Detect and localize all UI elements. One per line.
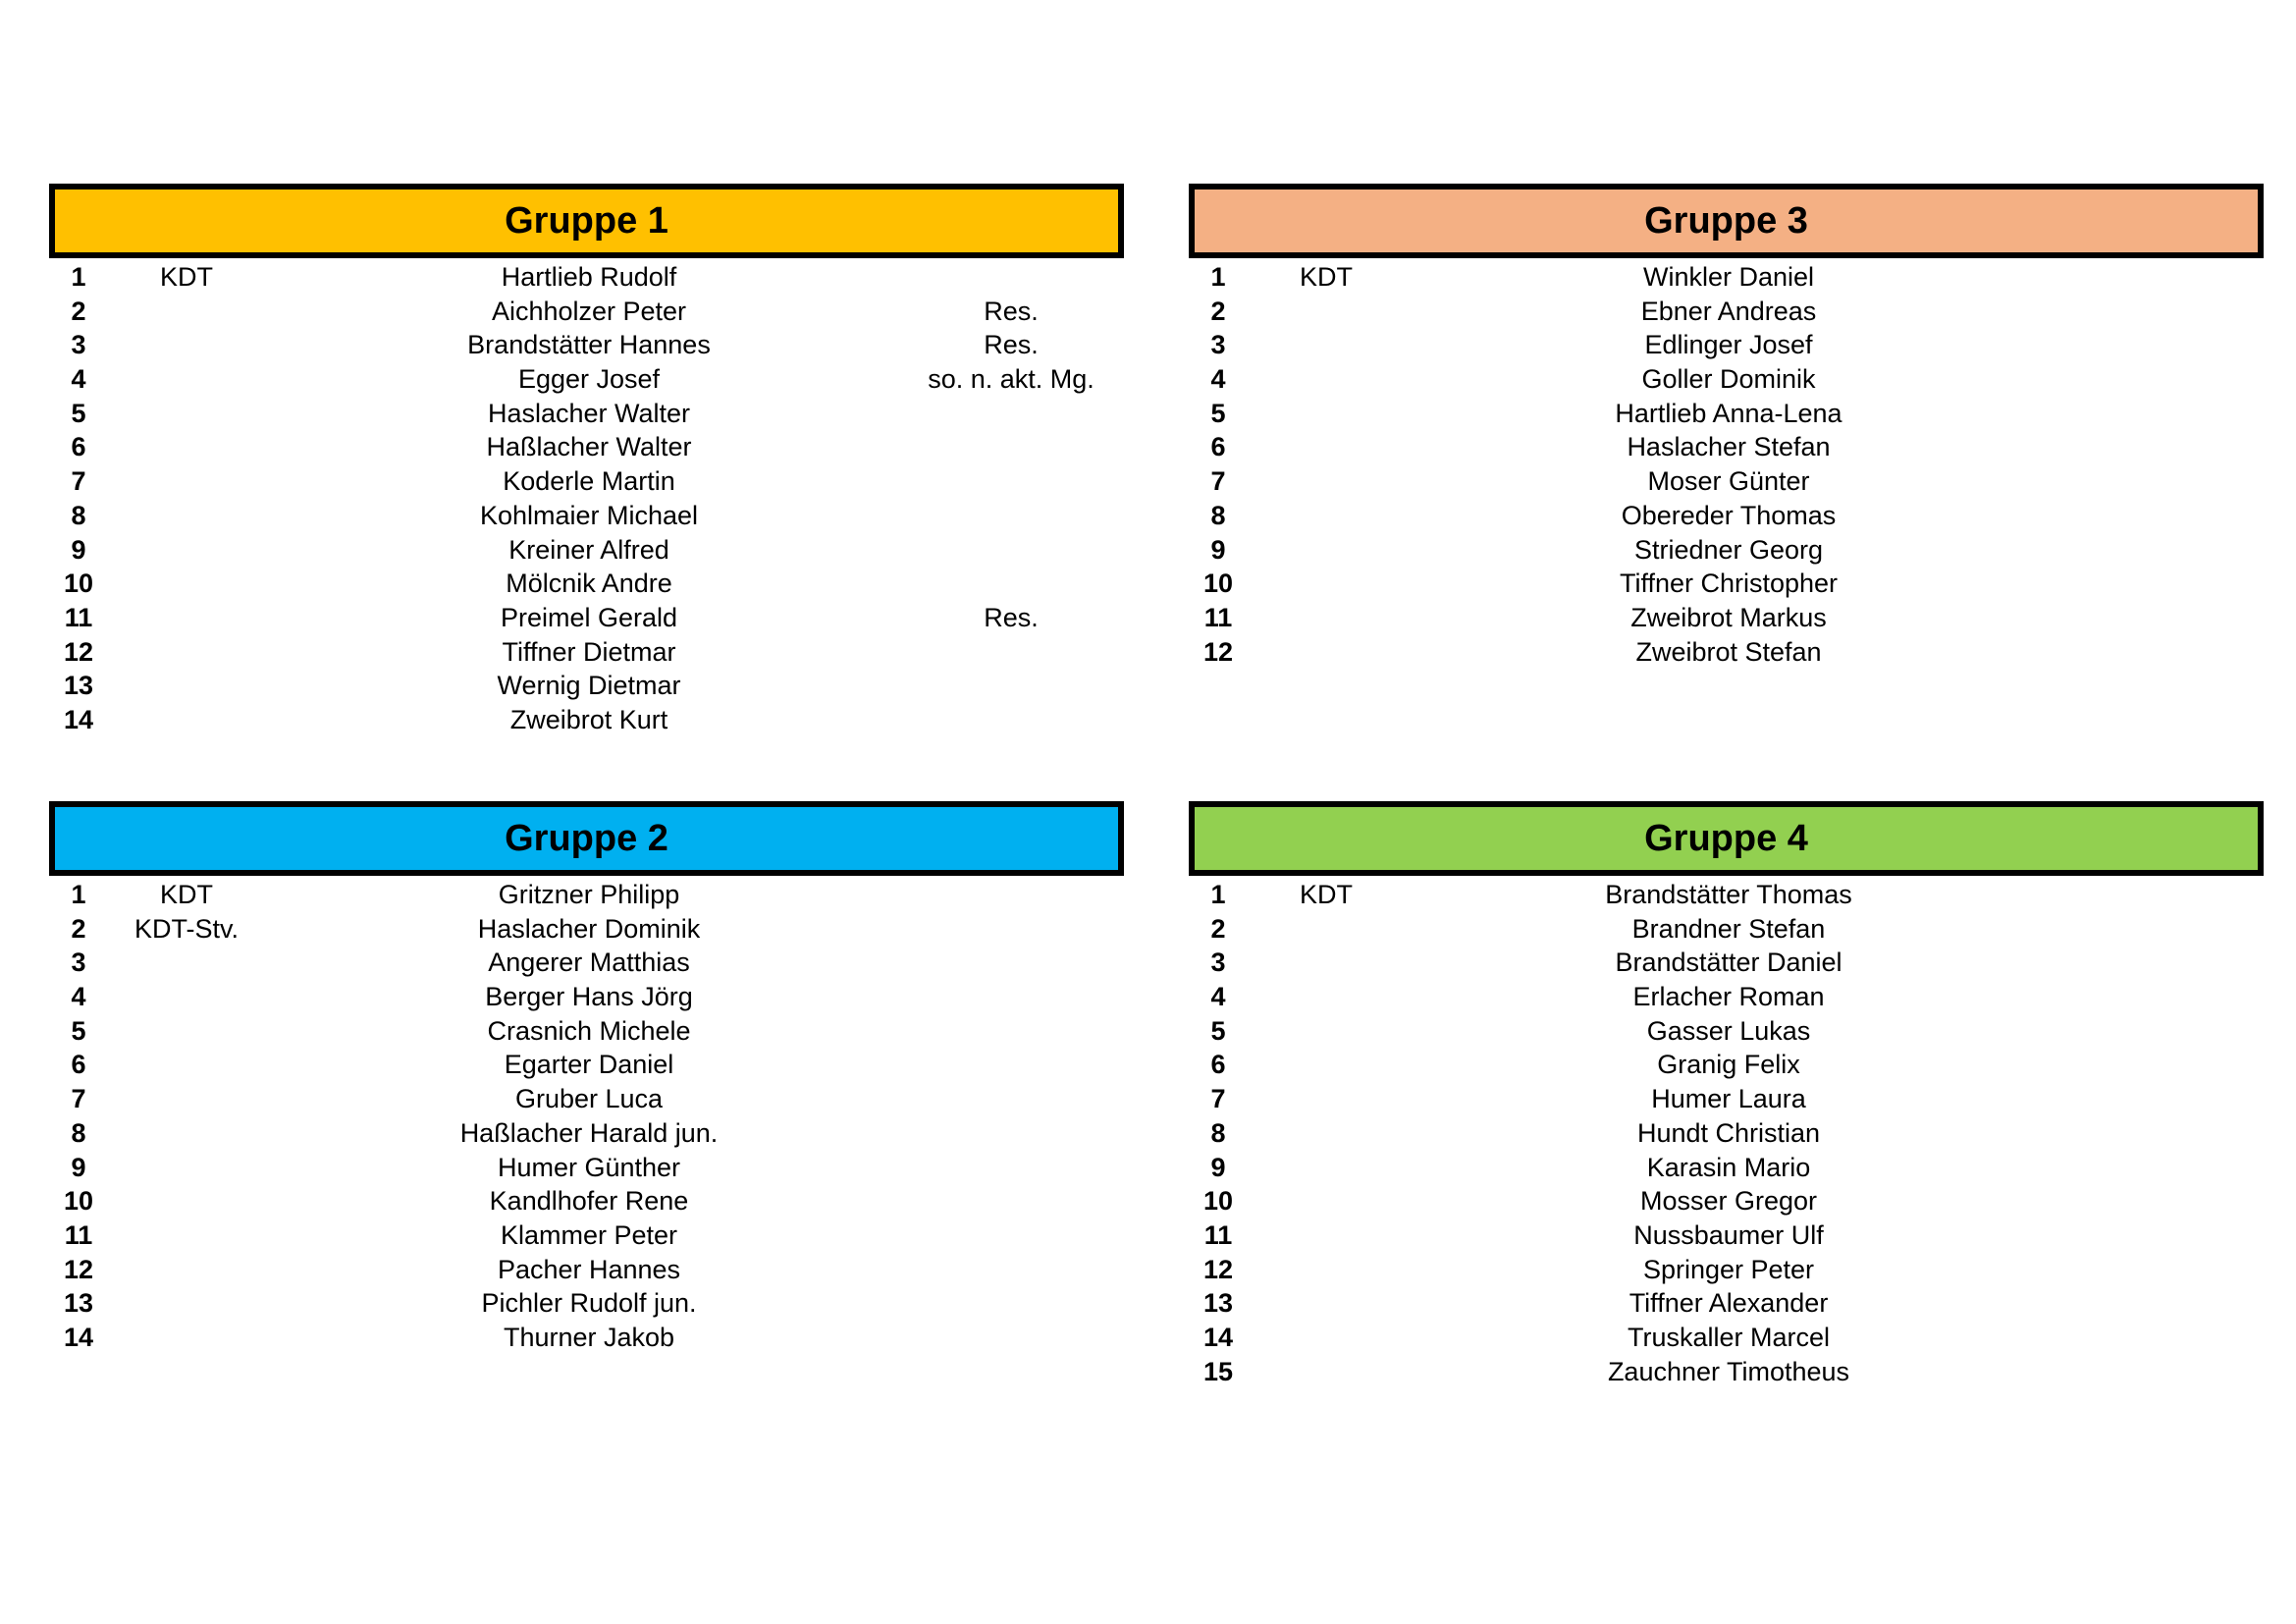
member-number: 9: [1210, 1152, 1226, 1182]
member-number: 10: [1202, 1186, 1234, 1217]
member-number: 1: [1210, 262, 1226, 292]
member-number: 6: [71, 1050, 86, 1080]
member-row: [49, 1151, 1124, 1185]
member-number: 12: [63, 636, 94, 667]
member-number: 3: [71, 330, 86, 360]
member-number: 15: [1202, 1356, 1234, 1386]
member-number: 2: [1210, 296, 1226, 326]
member-name: Brandstätter Daniel: [1615, 947, 1842, 978]
member-name: Kreiner Alfred: [508, 534, 669, 565]
member-number: 9: [71, 534, 86, 565]
member-name: Berger Hans Jörg: [485, 982, 693, 1012]
member-row: [1189, 1116, 2264, 1151]
member-role: KDT: [160, 262, 213, 292]
member-name: Kohlmaier Michael: [479, 500, 699, 530]
member-number: 1: [71, 880, 86, 909]
member-row: [1189, 946, 2264, 980]
member-name: Koderle Martin: [503, 466, 675, 497]
group-2-header: Gruppe 2: [49, 801, 1124, 876]
member-row: [49, 601, 1124, 635]
group-1-header: Gruppe 1: [49, 184, 1124, 258]
member-number: 9: [71, 1152, 86, 1182]
member-name: Klammer Peter: [500, 1219, 678, 1250]
member-row: [49, 1116, 1124, 1151]
member-number: 3: [71, 947, 86, 978]
member-number: 13: [63, 1288, 94, 1319]
member-row: [1189, 1048, 2264, 1082]
member-name: Egger Josef: [517, 364, 661, 395]
member-number: 11: [64, 602, 93, 632]
member-number: 3: [1210, 330, 1226, 360]
group-2-member-list: [49, 878, 1124, 1355]
member-row: [49, 1286, 1124, 1321]
member-row: [49, 397, 1124, 431]
member-name: Zweibrot Kurt: [509, 704, 668, 734]
group-1: [49, 184, 1124, 737]
member-row: [1189, 533, 2264, 568]
member-row: [49, 430, 1124, 464]
member-name: Hundt Christian: [1636, 1117, 1821, 1148]
member-row: [49, 912, 1124, 947]
member-name: Zweibrot Stefan: [1635, 636, 1822, 667]
member-row: [1189, 601, 2264, 635]
member-number: 1: [71, 262, 86, 292]
group-2: [49, 801, 1124, 1355]
member-number: 14: [63, 1322, 94, 1352]
member-number: 7: [1210, 466, 1226, 497]
member-name: Goller Dominik: [1641, 364, 1816, 395]
member-number: 8: [1210, 1117, 1226, 1148]
member-number: 11: [64, 1219, 93, 1250]
member-number: 14: [1202, 1322, 1234, 1352]
member-row: [49, 499, 1124, 533]
member-name: Aichholzer Peter: [491, 296, 687, 326]
member-name: Thurner Jakob: [503, 1322, 675, 1352]
member-row: [49, 1184, 1124, 1218]
member-name: Gruber Luca: [514, 1084, 664, 1114]
member-number: 10: [1202, 568, 1234, 599]
member-number: 5: [71, 398, 86, 428]
member-role: KDT: [1300, 262, 1353, 292]
group-4-header: Gruppe 4: [1189, 801, 2264, 876]
member-number: 2: [1210, 913, 1226, 944]
member-row: [1189, 1355, 2264, 1389]
member-number: 10: [63, 568, 94, 599]
member-number: 12: [1202, 636, 1234, 667]
member-name: Truskaller Marcel: [1627, 1322, 1831, 1352]
group-4: [1189, 801, 2264, 1388]
member-row: [1189, 980, 2264, 1014]
member-name: Wernig Dietmar: [497, 671, 681, 701]
member-name: Nussbaumer Ulf: [1633, 1219, 1824, 1250]
member-name: Preimel Gerald: [500, 602, 678, 632]
member-number: 5: [1210, 398, 1226, 428]
member-row: [1189, 1151, 2264, 1185]
member-name: Crasnich Michele: [487, 1015, 691, 1046]
member-row: [49, 946, 1124, 980]
member-note: Res.: [984, 602, 1039, 632]
member-name: Brandstätter Hannes: [467, 330, 711, 360]
member-name: Erlacher Roman: [1632, 982, 1825, 1012]
member-note: so. n. akt. Mg.: [928, 364, 1095, 395]
member-row: [1189, 1218, 2264, 1253]
member-row: [49, 669, 1124, 703]
member-number: 13: [1202, 1288, 1234, 1319]
member-number: 4: [71, 982, 86, 1012]
member-row: [1189, 260, 2264, 295]
member-number: 4: [1210, 364, 1226, 395]
member-row: [49, 1218, 1124, 1253]
member-row: [1189, 1184, 2264, 1218]
member-name: Haslacher Dominik: [477, 913, 701, 944]
group-3-member-list: [1189, 260, 2264, 669]
member-row: [49, 878, 1124, 912]
member-name: Haslacher Stefan: [1627, 432, 1831, 462]
member-number: 5: [71, 1015, 86, 1046]
member-row: [49, 362, 1124, 397]
member-name: Tiffner Christopher: [1619, 568, 1839, 599]
member-name: Springer Peter: [1642, 1254, 1815, 1284]
member-row: [1189, 912, 2264, 947]
group-4-member-list: [1189, 878, 2264, 1388]
member-number: 12: [1202, 1254, 1234, 1284]
member-role: KDT-Stv.: [133, 913, 239, 944]
member-row: [1189, 499, 2264, 533]
member-number: 7: [1210, 1084, 1226, 1114]
member-number: 13: [63, 671, 94, 701]
member-row: [49, 567, 1124, 601]
member-name: Humer Günther: [497, 1152, 681, 1182]
member-row: [1189, 1082, 2264, 1116]
member-name: Brandner Stefan: [1631, 913, 1826, 944]
member-name: Humer Laura: [1651, 1084, 1806, 1114]
member-number: 4: [71, 364, 86, 395]
member-name: Winkler Daniel: [1642, 262, 1815, 292]
member-name: Brandstätter Thomas: [1605, 880, 1852, 909]
member-row: [1189, 328, 2264, 362]
member-name: Haslacher Walter: [487, 398, 691, 428]
member-role: KDT: [1300, 880, 1353, 909]
member-row: [49, 328, 1124, 362]
member-name: Obereder Thomas: [1621, 500, 1837, 530]
member-number: 8: [71, 500, 86, 530]
member-name: Tiffner Dietmar: [502, 636, 676, 667]
member-name: Angerer Matthias: [488, 947, 690, 978]
group-1-member-list: [49, 260, 1124, 737]
member-number: 1: [1210, 880, 1226, 909]
member-row: [1189, 464, 2264, 499]
member-row: [49, 1253, 1124, 1287]
member-name: Granig Felix: [1657, 1050, 1800, 1080]
member-number: 8: [71, 1117, 86, 1148]
member-number: 7: [71, 466, 86, 497]
member-name: Egarter Daniel: [504, 1050, 674, 1080]
member-row: [49, 1082, 1124, 1116]
member-row: [49, 1014, 1124, 1049]
member-row: [49, 533, 1124, 568]
member-name: Zweibrot Markus: [1630, 602, 1827, 632]
member-row: [1189, 878, 2264, 912]
member-row: [49, 980, 1124, 1014]
member-name: Ebner Andreas: [1640, 296, 1817, 326]
member-row: [1189, 1286, 2264, 1321]
group-3: [1189, 184, 2264, 669]
member-number: 11: [1203, 602, 1233, 632]
member-number: 5: [1210, 1015, 1226, 1046]
group-3-header: Gruppe 3: [1189, 184, 2264, 258]
member-number: 6: [1210, 1050, 1226, 1080]
member-role: KDT: [160, 880, 213, 909]
member-name: Mosser Gregor: [1639, 1186, 1818, 1217]
member-number: 9: [1210, 534, 1226, 565]
member-number: 10: [63, 1186, 94, 1217]
member-note: Res.: [984, 330, 1039, 360]
member-name: Mölcnik Andre: [506, 568, 672, 599]
member-row: [49, 260, 1124, 295]
member-number: 14: [63, 704, 94, 734]
member-name: Hartlieb Anna-Lena: [1615, 398, 1842, 428]
member-row: [1189, 1253, 2264, 1287]
member-name: Hartlieb Rudolf: [501, 262, 677, 292]
member-row: [49, 1321, 1124, 1355]
member-row: [49, 703, 1124, 737]
member-row: [49, 635, 1124, 670]
member-number: 2: [71, 913, 86, 944]
member-row: [1189, 397, 2264, 431]
member-name: Edlinger Josef: [1644, 330, 1813, 360]
member-note: Res.: [984, 296, 1039, 326]
member-name: Haßlacher Walter: [486, 432, 692, 462]
member-row: [49, 464, 1124, 499]
member-row: [1189, 635, 2264, 670]
member-name: Pichler Rudolf jun.: [481, 1288, 697, 1319]
member-name: Zauchner Timotheus: [1607, 1356, 1850, 1386]
member-row: [1189, 430, 2264, 464]
member-row: [49, 295, 1124, 329]
member-name: Haßlacher Harald jun.: [459, 1117, 719, 1148]
member-number: 12: [63, 1254, 94, 1284]
member-number: 11: [1203, 1219, 1233, 1250]
member-row: [1189, 1014, 2264, 1049]
member-number: 7: [71, 1084, 86, 1114]
member-name: Moser Günter: [1647, 466, 1810, 497]
member-row: [1189, 567, 2264, 601]
member-name: Gasser Lukas: [1646, 1015, 1811, 1046]
member-name: Pacher Hannes: [497, 1254, 681, 1284]
member-row: [49, 1048, 1124, 1082]
member-row: [1189, 362, 2264, 397]
member-number: 3: [1210, 947, 1226, 978]
member-number: 2: [71, 296, 86, 326]
member-name: Karasin Mario: [1646, 1152, 1811, 1182]
member-number: 6: [1210, 432, 1226, 462]
member-number: 6: [71, 432, 86, 462]
member-number: 8: [1210, 500, 1226, 530]
member-row: [1189, 295, 2264, 329]
member-name: Gritzner Philipp: [498, 880, 680, 909]
member-name: Kandlhofer Rene: [489, 1186, 689, 1217]
member-name: Tiffner Alexander: [1629, 1288, 1829, 1319]
member-row: [1189, 1321, 2264, 1355]
member-number: 4: [1210, 982, 1226, 1012]
member-name: Striedner Georg: [1633, 534, 1824, 565]
